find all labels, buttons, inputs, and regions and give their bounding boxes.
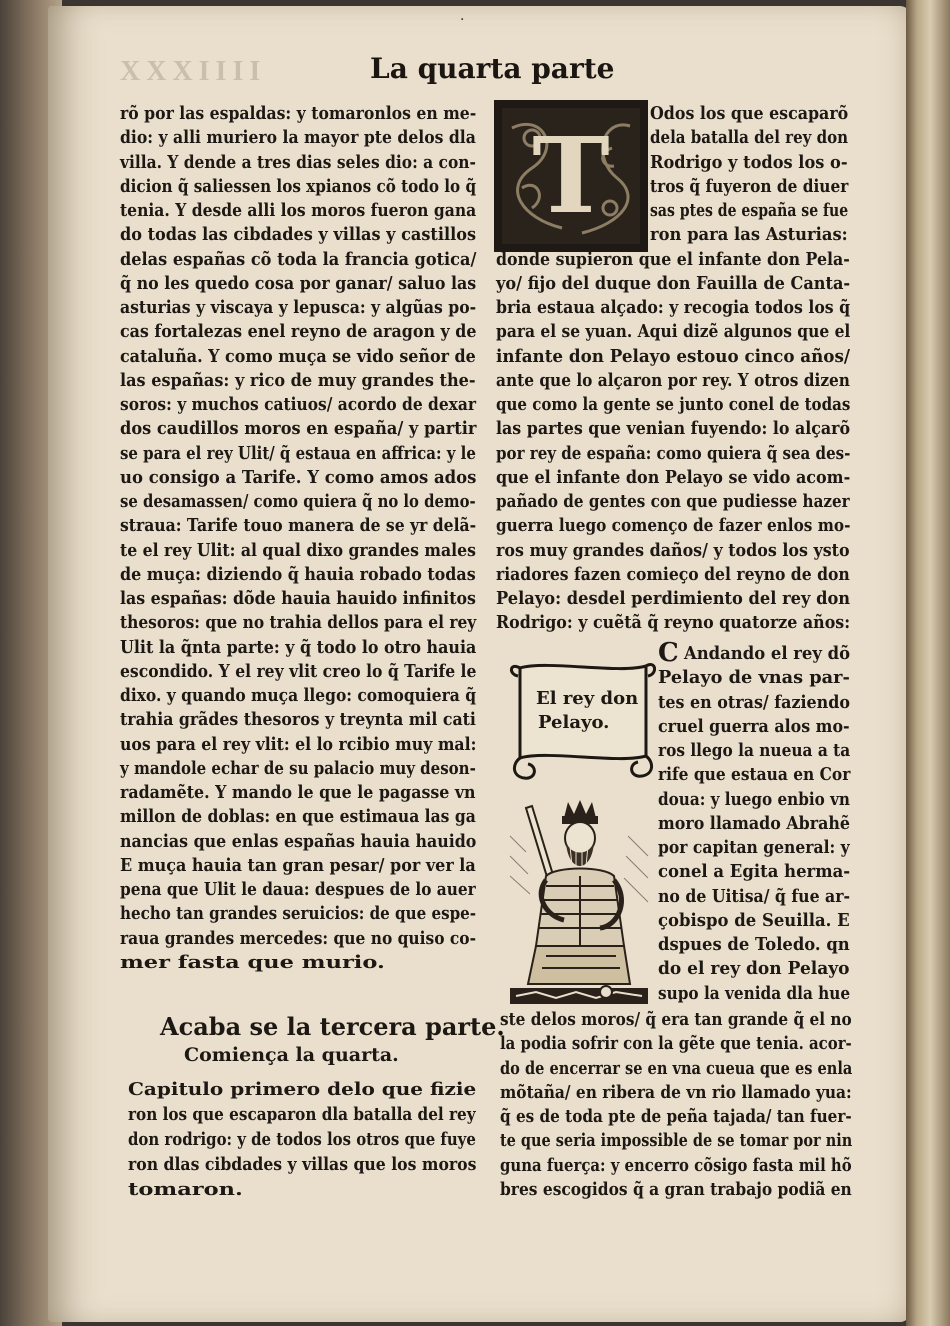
text-line: mer fasta que murio.	[120, 951, 385, 973]
text-line: Pelayo de vnas par-	[658, 667, 850, 689]
text-line: uo consigo a Tarife. Y como amos ados	[120, 466, 477, 488]
text-line: dspues de Toledo. qn	[658, 934, 850, 955]
text-line: do todas las cibdades y villas y castillos	[120, 224, 477, 246]
text-line: q̃ es de toda pte de peña tajada/ tan fuer-	[500, 1106, 852, 1127]
running-head: La quarta parte	[370, 52, 615, 85]
text-line: guerra luego començo de fazer enlos mo-	[496, 515, 851, 537]
text-line: conel a Egita herma-	[658, 861, 851, 883]
text-line: do de encerrar se en vna cueua que es enla	[500, 1057, 853, 1079]
text-line: Odos los que escaparõ	[650, 103, 849, 124]
text-line: trahia grãdes thesoros y treynta mil cati	[120, 709, 476, 731]
text-line: que el infante don Pelayo se vido acom-	[496, 466, 851, 488]
text-line: straua: Tarife touo manera de se yr delã-	[120, 515, 477, 537]
small-initial: C	[658, 638, 679, 668]
text-line: tenia. Y desde alli los moros fueron gana	[120, 200, 477, 221]
text-line: moro llamado Abrahẽ	[658, 812, 850, 834]
text-line: Capitulo primero delo que fizie	[128, 1079, 477, 1100]
text-line: donde supieron que el infante don Pela-	[496, 248, 850, 270]
text-line: rõ por las espaldas: y tomaronlos en me-	[120, 103, 477, 124]
text-line: ron para las Asturias:	[650, 224, 848, 246]
text-line: dela batalla del rey don	[650, 127, 849, 149]
text-line: uos para el rey vlit: el lo rcibio muy mal:	[120, 733, 477, 755]
text-line: Rodrigo y todos los o-	[650, 151, 848, 173]
text-line: raua grandes mercedes: que no quiso co-	[120, 927, 477, 949]
text-line: las españas: y rico de muy grandes the-	[120, 369, 476, 391]
text-line: ron dlas cibdades y villas que los moros	[128, 1154, 477, 1175]
text-line: hecho tan grandes seruicios: de que espe-	[120, 903, 477, 925]
text-line: ros muy grandes daños/ y todos los ysto	[496, 539, 850, 561]
scroll-label-line1: El rey don	[536, 688, 639, 709]
text-line: escondido. Y el rey vlit creo lo q̃ Tarife le	[120, 660, 477, 682]
text-line: se para el rey Ulit/ q̃ estaua en affrica: y le	[120, 442, 476, 464]
text-line: ros llego la nueua a ta	[658, 740, 851, 761]
text-line: cruel guerra alos mo-	[658, 715, 850, 737]
text-line: yo/ fijo del duque don Fauilla de Canta-	[496, 272, 851, 294]
text-line: tes en otras/ faziendo	[658, 691, 851, 713]
text-line: rife que estaua en Cor	[658, 764, 851, 786]
text-line: do el rey don Pelayo	[658, 958, 850, 980]
text-line: Rodrigo: y cuẽtã q̃ reyno quatorze años:	[496, 612, 851, 634]
text-line: sas ptes de españa se fue	[650, 200, 849, 221]
text-line: dos caudillos moros en españa/ y partir	[120, 418, 477, 440]
text-line: bria estaua alçado: y recogia todos los q̃	[496, 297, 851, 318]
text-line: ron los que escaparon dla batalla del rey	[128, 1104, 476, 1125]
text-line: por rey de españa: como quiera q̃ sea des-	[496, 442, 851, 464]
text-line: thesoros: que no trahia dellos para el rey	[120, 612, 477, 634]
text-line: te que seria impossible de se tomar por nin	[500, 1130, 853, 1152]
text-line: dixo. y quando muça llego: comoquiera q̃	[120, 685, 477, 706]
text-line: y mandole echar de su palacio muy deson-	[120, 757, 476, 779]
text-line: pena que Ulit le daua: despues de lo auer	[120, 879, 476, 900]
scroll-label-line2: Pelayo.	[538, 712, 610, 733]
text-line: mõtaña/ en ribera de vn rio llamado yua:	[500, 1081, 852, 1103]
text-line: riadores fazen comieço del reyno de don	[496, 563, 850, 585]
text-line: Andando el rey dõ	[684, 643, 851, 664]
text-line: las españas: dõde hauia hauido infinitos	[120, 588, 476, 609]
text-line: que como la gente se junto conel de todas	[496, 394, 851, 415]
page-edge	[906, 0, 950, 1326]
text-line: te el rey Ulit: al qual dixo grandes males	[120, 539, 476, 561]
text-line: E muça hauia tan gran pesar/ por ver la	[120, 854, 476, 876]
text-line: tomaron.	[128, 1179, 243, 1200]
text-line: infante don Pelayo estouo cinco años/	[496, 345, 850, 367]
text-line: cataluña. Y como muça se vido señor de	[120, 345, 476, 367]
decorated-initial	[494, 100, 648, 252]
text-line: se desamassen/ como quiera q̃ no lo demo-	[120, 491, 476, 512]
text-line: pañado de gentes con que pudiesse hazer	[496, 491, 850, 512]
text-line: dicion q̃ saliessen los xpianos cõ todo lo q̃	[120, 175, 477, 197]
text-line: nancias que enlas españas hauia hauido	[120, 830, 477, 852]
text-line: no de Uitisa/ q̃ fue ar-	[658, 885, 851, 907]
text-line: tros q̃ fuyeron de diuer	[650, 175, 849, 197]
text-line: supo la venida dla hue	[658, 982, 851, 1004]
text-line: de muça: diziendo q̃ hauia robado todas	[120, 563, 476, 585]
text-line: cas fortalezas enel reyno de aragon y de	[120, 321, 477, 343]
text-line: radamẽte. Y mando le que le pagasse vn	[120, 782, 476, 803]
text-line: millon de doblas: en que estimaua las ga	[120, 806, 476, 828]
text-line: Ulit la q̃nta parte: y q̃ todo lo otro hauia	[120, 636, 477, 658]
bleed-through-folio: XXXIIII	[120, 56, 267, 87]
section-begin-heading: Comiença la quarta.	[184, 1044, 399, 1066]
section-end-heading: Acaba se la tercera parte.	[160, 1012, 505, 1041]
text-line: çobispo de Seuilla. E	[658, 909, 850, 931]
text-line: guna fuerça: y encerro cõsigo fasta mil hõ	[500, 1154, 852, 1176]
text-line: delas españas cõ toda la francia gotica/	[120, 248, 477, 270]
text-line: por capitan general: y	[658, 837, 850, 858]
signature-mark: ·	[460, 12, 465, 28]
text-line: las partes que venian fuyendo: lo alçarõ	[496, 418, 851, 440]
text-line: villa. Y dende a tres dias seles dio: a con-	[120, 151, 476, 173]
text-line: la podia sofrir con la gẽte que tenia. acor-	[500, 1033, 852, 1055]
text-line: q̃ no les quedo cosa por ganar/ saluo las	[120, 272, 477, 294]
text-line: ante que lo alçaron por rey. Y otros dizen	[496, 369, 850, 391]
text-line: soros: y muchos catiuos/ acordo de dexar	[120, 394, 477, 415]
text-line: ste delos moros/ q̃ era tan grande q̃ el no	[500, 1009, 852, 1030]
king-woodcut-icon	[506, 796, 652, 1008]
text-line: para el se yuan. Aqui dizẽ algunos que el	[496, 321, 851, 343]
text-line: asturias y viscaya y lepusca: y algũas po-	[120, 297, 477, 318]
text-line: don rodrigo: y de todos los otros que fuye	[128, 1129, 476, 1150]
text-line: bres escogidos q̃ a gran trabajo podiã en	[500, 1178, 852, 1200]
text-line: dio: y alli muriero la mayor pte delos dla	[120, 127, 476, 149]
initial-letter: T	[532, 114, 610, 237]
text-line: Pelayo: desdel perdimiento del rey don	[496, 588, 851, 609]
text-line: doua: y luego enbio vn	[658, 788, 850, 810]
